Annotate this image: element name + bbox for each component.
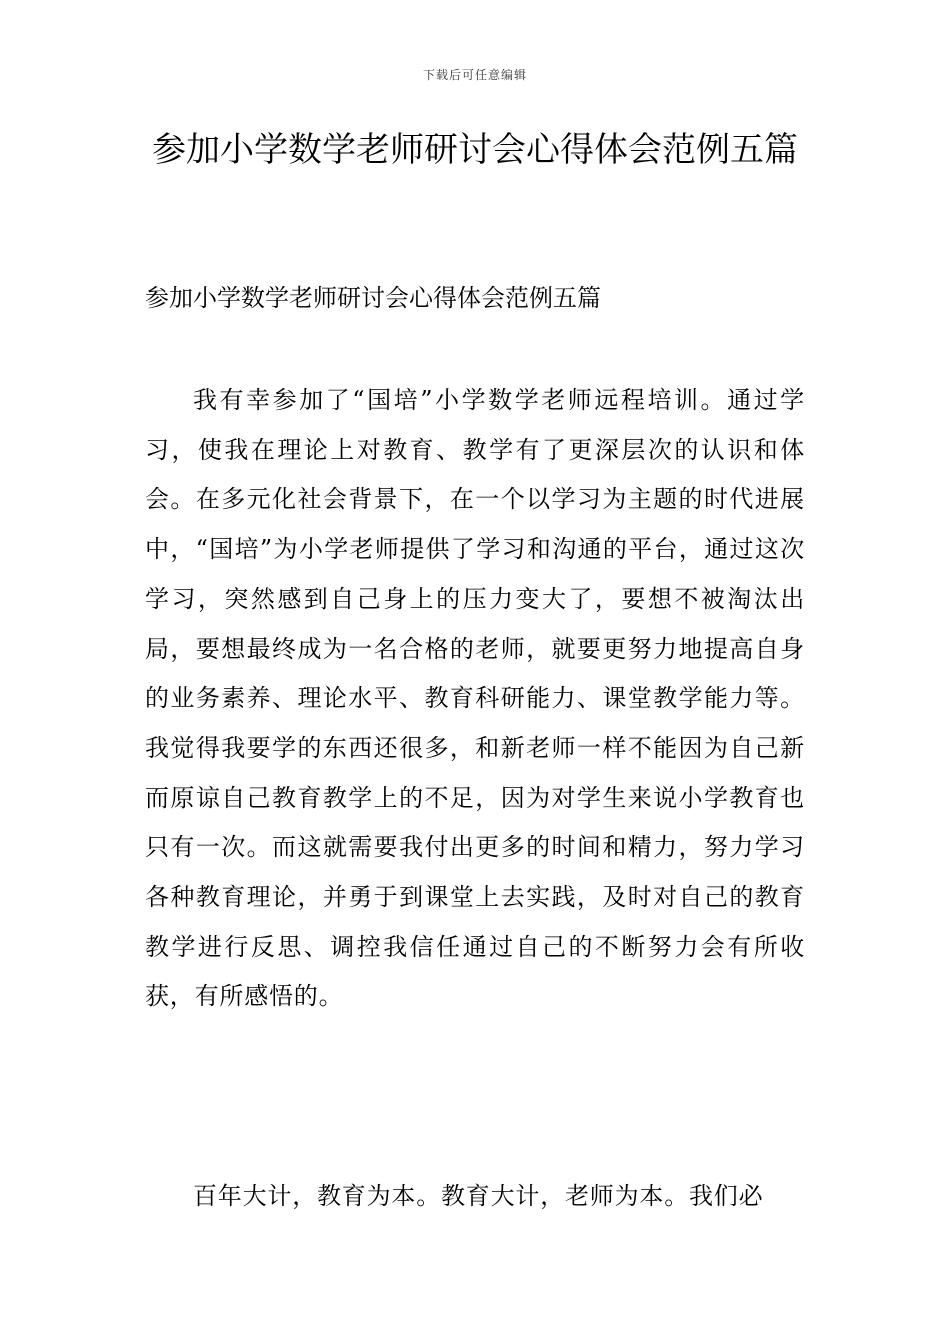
- body-paragraph: 我有幸参加了“国培”小学数学老师远程培训。通过学习，使我在理论上对教育、教学有了更深层次的认识和体会。在多元化社会背景下，在一个以学习为主题的时代进展中，“国培”为小学老师提供了学习和沟通的平台，通过这次学习，突然感到自己身上的压力变大了，要想不被淘汰出局，要想最终成为一名合格的老师，就要更努力地提高自身的业务素养、理论水平、教育科研能力、课堂教学能力等。我觉得我要学的东西还很多，和新老师一样不能因为自己新而原谅自己教育教学上的不足，因为对学生来说小学教育也只有一次。而这就需要我付出更多的时间和精力，努力学习各种教育理论，并勇于到课堂上去实践，及时对自己的教育教学进行反思、调控我信任通过自己的不断努力会有所收获，有所感悟的。: [145, 386, 805, 1011]
- body-paragraph: 百年大计，教育为本。教育大计，老师为本。我们必: [193, 1182, 764, 1210]
- document-subtitle: 参加小学数学老师研讨会心得体会范例五篇: [145, 284, 601, 312]
- header-note: 下载后可任意编辑: [422, 68, 527, 82]
- document-title: 参加小学数学老师研讨会心得体会范例五篇: [152, 130, 798, 170]
